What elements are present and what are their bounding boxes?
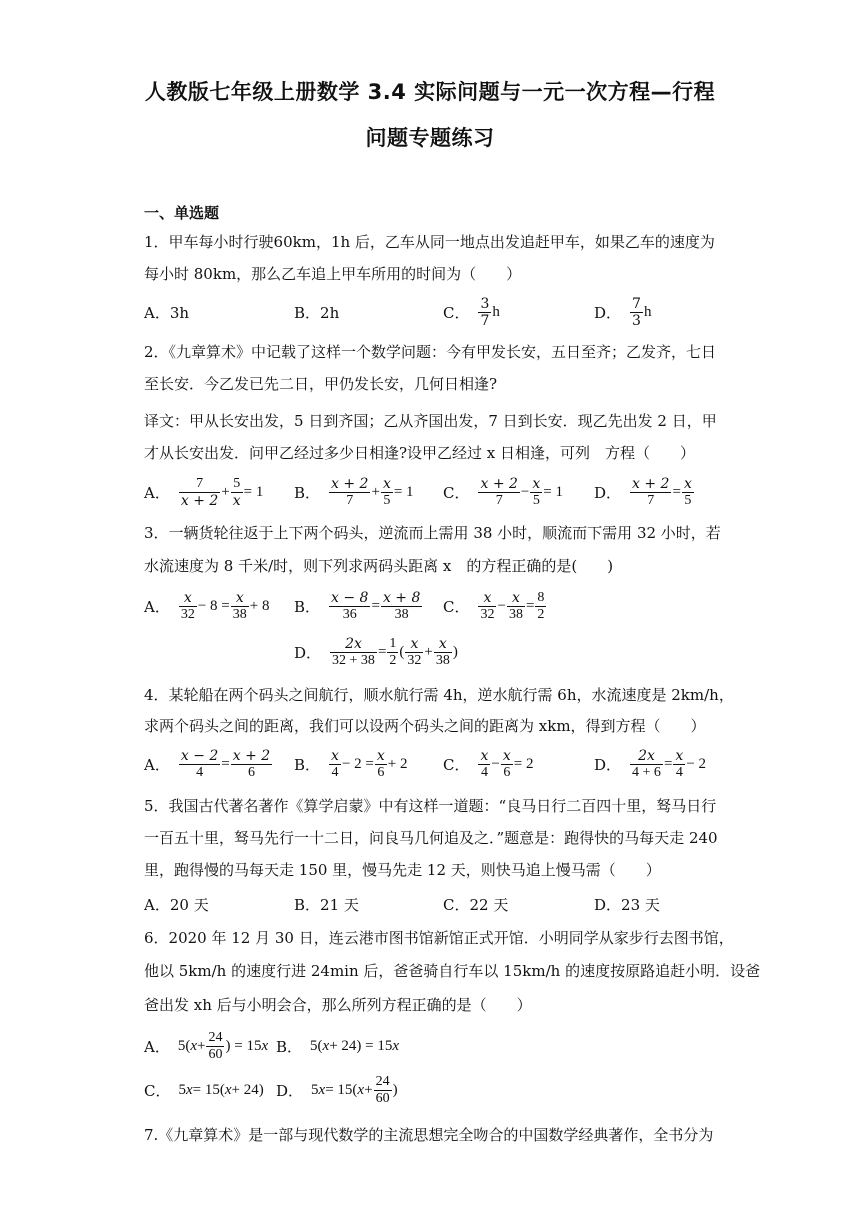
fraction: $\frac{5}{x}$ — [232, 475, 241, 509]
q3-option-b[interactable]: B． $\frac{x - 8}{36}$ = $\frac{x + 8}{38}$ — [294, 589, 421, 622]
q5-option-a[interactable]: A．20 天 — [144, 896, 209, 914]
fraction: $\frac{x}{4}$ — [331, 747, 339, 780]
q6-option-d[interactable]: D． 5 x = 15( x + $\frac{24}{60}$ ) — [276, 1073, 398, 1106]
q2-option-b[interactable]: B． $\frac{x + 2}{7}$ + $\frac{x}{5}$ = 1 — [294, 475, 414, 508]
fraction: $\frac{24}{60}$ — [375, 1073, 390, 1106]
fraction: $\frac{7}{x + 2}$ — [180, 475, 219, 509]
q4-text-line1: 4．某轮船在两个码头之间航行，顺水航行需 4h，逆水航行需 6h，水流速度是 2km/h， — [144, 686, 734, 704]
q2-text-line2: 至长安．今乙发已先二日，甲仍发长安，几何日相逢? — [144, 375, 498, 393]
option-label: A． — [144, 483, 170, 502]
q3-option-d[interactable]: D． $\frac{2x}{32 + 38}$ = $\frac{1}{2}$ ( $\frac{x}{32}$ + $\frac{x}{38}$ ) — [294, 635, 458, 668]
q3-option-a[interactable]: A． $\frac{x}{32}$ − 8 = $\frac{x}{38}$ + 8 — [144, 589, 270, 622]
q6-text-line3: 爸出发 xh 后与小明会合，那么所列方程正确的是（ ） — [144, 996, 532, 1014]
option-label: A． — [144, 755, 170, 774]
option-label: B． — [294, 597, 321, 616]
fraction: $\frac{1}{2}$ — [389, 635, 397, 668]
section-heading: 一、单选题 — [144, 204, 220, 222]
fraction: $\frac{x}{32}$ — [480, 589, 495, 622]
option-label: A． — [144, 1037, 170, 1056]
q4-option-b[interactable]: B． $\frac{x}{4}$ − 2 = $\frac{x}{6}$ + 2 — [294, 747, 408, 780]
fraction: $\frac{x}{38}$ — [508, 589, 523, 622]
q4-option-d[interactable]: D． $\frac{2x}{4 + 6}$ = $\frac{x}{4}$ − 2 — [594, 747, 707, 780]
fraction: $\frac{x + 2}{7}$ — [632, 475, 670, 508]
fraction: $\frac{x}{6}$ — [376, 747, 385, 780]
fraction: $\frac{x + 2}{6}$ — [232, 747, 271, 780]
q2-text-line1: 2．《九章算术》中记载了这样一个数学问题：今有甲发长安，五日至齐；乙发齐，七日 — [144, 343, 717, 361]
option-label: D． — [276, 1081, 304, 1100]
fraction: $\frac{x}{32}$ — [180, 589, 195, 622]
option-label: C． — [443, 597, 470, 616]
q5-option-d[interactable]: D．23 天 — [594, 896, 660, 914]
q1-text-line2: 每小时 80km，那么乙车追上甲车所用的时间为（ ） — [144, 265, 522, 283]
fraction: $\frac{2x}{32 + 38}$ — [332, 635, 375, 668]
fraction: $\frac{x}{5}$ — [683, 475, 692, 508]
fraction: $\frac{x}{4}$ — [480, 747, 489, 780]
option-label: D． — [594, 483, 622, 502]
q2-option-c[interactable]: C． $\frac{x + 2}{7}$ − $\frac{x}{5}$ = 1 — [443, 475, 564, 508]
option-label: D． — [594, 303, 622, 322]
fraction: $\frac{2x}{4 + 6}$ — [632, 747, 661, 780]
q1-option-d[interactable]: D． $\frac{7}{3}$ h — [594, 295, 652, 329]
option-label: B． — [276, 1037, 303, 1056]
q5-text-line1: 5．我国古代著名著作《算学启蒙》中有这样一道题：“良马日行二百四十里，驽马日行 — [144, 797, 717, 815]
page-title: 人教版七年级上册数学 3.4 实际问题与一元一次方程—行程 — [144, 80, 716, 104]
q5-option-c[interactable]: C．22 天 — [443, 896, 509, 914]
fraction: $\frac{x + 2}{7}$ — [480, 475, 518, 508]
q2-option-d[interactable]: D． $\frac{x + 2}{7}$ = $\frac{x}{5}$ — [594, 475, 692, 508]
q5-option-b[interactable]: B．21 天 — [294, 896, 359, 914]
fraction: $\frac{24}{60}$ — [208, 1029, 223, 1062]
fraction: $\frac{x}{5}$ — [382, 475, 391, 508]
q1-option-a-text: A．3h — [144, 303, 190, 322]
option-label: D． — [594, 755, 622, 774]
q6-option-a[interactable]: A． 5( x + $\frac{24}{60}$ ) = 15 x — [144, 1029, 269, 1062]
q5-text-line2: 一百五十里，驽马先行一十二日，问良马几何追及之．”题意是：跑得快的马每天走 240 — [144, 829, 718, 847]
q1-option-b-text: B．2h — [294, 303, 340, 322]
q4-option-c[interactable]: C． $\frac{x}{4}$ − $\frac{x}{6}$ = 2 — [443, 747, 534, 780]
fraction: $\frac{x + 8}{38}$ — [382, 589, 421, 622]
q1-option-b[interactable] — [294, 292, 339, 332]
fraction: $\frac{8}{2}$ — [537, 589, 545, 622]
q4-option-a[interactable]: A． $\frac{x - 2}{4}$ = $\frac{x + 2}{6}$ — [144, 747, 271, 780]
q6-text-line1: 6．2020 年 12 月 30 日，连云港市图书馆新馆正式开馆．小明同学从家步行去图书馆， — [144, 929, 734, 947]
fraction: $\frac{7}{3}$ — [632, 295, 641, 329]
option-label: A． — [144, 597, 170, 616]
q1-option-c[interactable]: C． $\frac{3}{7}$ h — [443, 295, 500, 329]
option-label: C． — [144, 1081, 171, 1100]
q4-text-line2: 求两个码头之间的距离，我们可以设两个码头之间的距离为 xkm，得到方程（ ） — [144, 717, 706, 735]
option-label: D． — [294, 643, 322, 662]
fraction: $\frac{x + 2}{7}$ — [331, 475, 369, 508]
q6-option-c[interactable]: C． 5 x = 15( x + 24) — [144, 1081, 264, 1100]
option-label: C． — [443, 483, 470, 502]
q1-option-a[interactable] — [144, 292, 189, 332]
q1-text-line1: 1．甲车每小时行驶60km，1h 后，乙车从同一地点出发追赶甲车，如果乙车的速度为 — [144, 233, 715, 251]
option-label: B． — [294, 755, 321, 774]
q2-text-line4: 才从长安出发．问甲乙经过多少日相逢?设甲乙经过 x 日相逢，可列 方程（ ） — [144, 444, 696, 462]
q2-option-a[interactable]: A． $\frac{7}{x + 2}$ + $\frac{5}{x}$ = 1 — [144, 475, 264, 509]
q2-text-line3: 译文：甲从长安出发，5 日到齐国；乙从齐国出发，7 日到长安．现乙先出发 2 日，甲 — [144, 412, 717, 430]
fraction: $\frac{x}{32}$ — [407, 635, 422, 668]
fraction: $\frac{x - 2}{4}$ — [180, 747, 219, 780]
fraction: $\frac{x}{4}$ — [675, 747, 684, 780]
q3-text-line2: 水流速度为 8 千米/时，则下列求两码头距离 x 的方程正确的是( ) — [144, 557, 614, 575]
q6-option-b[interactable]: B． 5( x + 24) = 15 x — [276, 1037, 400, 1056]
fraction: $\frac{x}{5}$ — [532, 475, 541, 508]
q5-text-line3: 里，跑得慢的马每天走 150 里，慢马先走 12 天，则快马追上慢马需（ ） — [144, 861, 661, 879]
option-label: B． — [294, 483, 321, 502]
q3-option-c[interactable]: C． $\frac{x}{32}$ − $\frac{x}{38}$ = $\frac{8}{2}$ — [443, 589, 545, 622]
q6-text-line2: 他以 5km/h 的速度行进 24min 后，爸爸骑自行车以 15km/h 的速度按原路追赶小明．设爸 — [144, 962, 761, 980]
option-label: C． — [443, 755, 470, 774]
fraction: $\frac{x}{38}$ — [435, 635, 450, 668]
q7-text-line1: 7.《九章算术》是一部与现代数学的主流思想完全吻合的中国数学经典著作，全书分为 — [144, 1126, 714, 1144]
option-label: C． — [443, 303, 470, 322]
fraction: $\frac{3}{7}$ — [480, 295, 490, 329]
fraction: $\frac{x}{6}$ — [502, 747, 511, 780]
page-title-line2: 问题专题练习 — [365, 126, 495, 150]
fraction: $\frac{x - 8}{36}$ — [331, 589, 369, 622]
q3-text-line1: 3．一辆货轮往返于上下两个码头，逆流而上需用 38 小时，顺流而下需用 32 小时，若 — [144, 524, 721, 542]
fraction: $\frac{x}{38}$ — [232, 589, 247, 622]
